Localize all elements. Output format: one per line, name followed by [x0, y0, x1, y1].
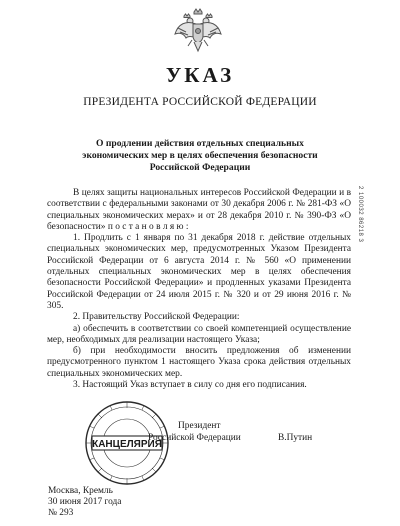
clause-2b-paragraph: б) при необходимости вносить предложения об изменении предусмотренного пунктом 1 настоящего Указа срока действия отдельных специальных экономических мер. — [47, 346, 351, 379]
decree-heading: О продлении действия отдельных специальных экономических мер в целях обеспечения безопасности Российской Федерации — [82, 138, 318, 173]
footer-date: 30 июня 2017 года — [48, 497, 122, 508]
stamp-label: КАНЦЕЛЯРИЯ — [92, 439, 162, 450]
footer-place: Москва, Кремль — [48, 486, 113, 496]
clause-3-paragraph: 3. Настоящий Указ вступает в силу со дня его подписания. — [73, 380, 307, 391]
document-title: УКАЗ — [165, 63, 235, 87]
preamble-paragraph: В целях защиты национальных интересов Российской Федерации и в соответствии с федеральными законами от 30 декабря 2006 г. № 281-ФЗ «О специальных экономических мерах» и от 28 декабря 2010 г. № 390-ФЗ «О безопасности» п о с т а н о в л я ю : — [47, 188, 351, 232]
document-side-number: 2 100032 86218 3 — [357, 186, 363, 243]
clause-2-paragraph: 2. Правительству Российской Федерации: — [73, 312, 240, 323]
signature-name: В.Путин — [278, 433, 313, 443]
clause-2a-paragraph: а) обеспечить в соответствии со своей компетенцией осуществление мер, необходимых для реализации настоящего Указа; — [47, 323, 351, 345]
decree-body — [47, 188, 351, 391]
double-headed-eagle-emblem — [172, 6, 224, 58]
clause-1-paragraph: 1. Продлить с 1 января по 31 декабря 2018 г. действие отдельных специальных экономических мер, предусмотренных Указом Президента Российской Федерации от 6 августа 2014 г. № 560 «О применении отдельных специальных экономических мер в целях обеспечения безопасности Российской Федерации» и продленных указами Президента Российской Федерации от 24 июля 2015 г. № 320 и от 29 июня 2016 г. № 305. — [47, 233, 351, 311]
signature-position-line2: Российской Федерации — [148, 433, 241, 443]
footer-number: № 293 — [48, 508, 74, 519]
decree-footer — [48, 486, 121, 520]
signature-position-line1: Президент — [178, 421, 221, 431]
document-subtitle: ПРЕЗИДЕНТА РОССИЙСКОЙ ФЕДЕРАЦИИ — [83, 96, 317, 108]
